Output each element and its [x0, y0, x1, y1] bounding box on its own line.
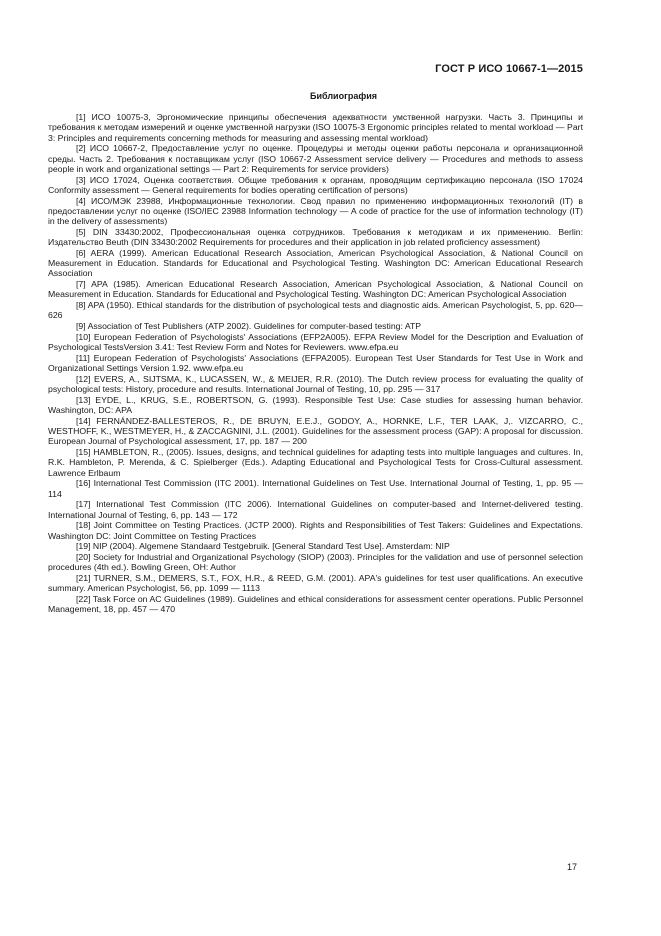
reference-item: [6] AERA (1999). American Educational Research Association, American Psychological Association, & National Council on Measurement in Education. Standards for Educational and Psychological Testing. Washington DC: American Educational Research Association — [48, 247, 583, 279]
document-code: ГОСТ Р ИСО 10667-1—2015 — [435, 63, 583, 75]
reference-item: [5] DIN 33430:2002, Профессиональная оценка сотрудников. Требования к методикам и их применению. Berlin: Издательство Beuth (DIN 33430:2002 Requirements for procedures and their application in job related proficiency assessment) — [48, 226, 583, 248]
reference-item: [16] International Test Commission (ITC 2001). International Guidelines on Test Use. International Journal of Testing, 1, pp. 95 — 114 — [48, 478, 583, 499]
reference-item: [7] APA (1985). American Educational Research Association, American Psychological Association, & National Council on Measurement in Education. Standards for Educational and Psychological Testing. Washington DC: American Psychological Association — [48, 279, 583, 300]
reference-item: [20] Society for Industrial and Organizational Psychology (SIOP) (2003). Principles for the validation and use of personnel selection procedures (4th ed.). Bowling Green, OH: Author — [48, 551, 583, 573]
reference-item: [4] ИСО/МЭК 23988, Информационные технологии. Свод правил по применению информационных технологий (IT) в предоставлении услуг по оценке (ISO/IEC 23988 Information technology — A code of practice for the use of information technology (IT) in the delivery of assessments) — [48, 195, 583, 227]
reference-list — [48, 112, 583, 615]
reference-item: [1] ИСО 10075-3, Эргономические принципы обеспечения адекватности умственной нагрузки. Часть 3. Принципы и требования к методам измерений и оценке умственной нагрузки (ISO 10075-3 Ergonomic principles related to mental workload — Part 3: Principles and requirements concerning methods for measuring and assessing mental workload) — [48, 112, 583, 143]
page-number: 17 — [566, 862, 577, 872]
bibliography-title: Библиография — [310, 91, 377, 101]
reference-item: [3] ИСО 17024, Оценка соответствия. Общие требования к органам, проводящим сертификацию персонала (ISO 17024 Conformity assessment — General requirements for bodies operating certification of persons) — [48, 174, 583, 195]
reference-item: [15] HAMBLETON, R., (2005). Issues, designs, and technical guidelines for adapting tests into multiple languages and cultures. In, R.K. Hambleton, P. Merenda, & C. Spielberger (Eds.). Adapting Educational and Psychological Tests for Cross-Cultural assessment. Lawrence Erlbaum — [48, 446, 583, 478]
reference-item: [8] APA (1950). Ethical standards for the distribution of psychological tests and diagnostic aids. American Psychologist, 5, pp. 620—626 — [48, 300, 583, 321]
reference-item: [22] Task Force on AC Guidelines (1989). Guidelines and ethical considerations for assessment center operations. Public Personnel Management, 18, pp. 457 — 470 — [48, 593, 583, 615]
reference-item: [17] International Test Commission (ITC 2006). International Guidelines on computer-based and Internet-delivered testing. International Journal of Testing, 6, pp. 143 — 172 — [48, 499, 583, 520]
reference-item: [2] ИСО 10667-2, Предоставление услуг по оценке. Процедуры и методы оценки работы персонала и организационной среды. Часть 2. Требования к поставщикам услуг (ISO 10667-2 Assessment service delivery — Procedures and methods to assess people in work and organizational settings — Part 2: Requirements for service providers) — [48, 143, 583, 174]
reference-item: [13] EYDE, L., KRUG, S.E., ROBERTSON, G. (1993). Responsible Test Use: Case studies for assessing human behavior. Washington, DC: APA — [48, 394, 583, 415]
reference-item: [18] Joint Committee on Testing Practices. (JCTP 2000). Rights and Responsibilities of Test Takers: Guidelines and Expectations. Washington DC: Joint Committee on Testing Practices — [48, 520, 583, 541]
reference-item: [21] TURNER, S.M., DEMERS, S.T., FOX, H.R., & REED, G.M. (2001). APA's guidelines for test user qualifications. An executive summary. American Psychologist, 56, pp. 1099 — 1113 — [48, 572, 583, 594]
reference-item: [14] FERNÁNDEZ-BALLESTEROS, R., DE BRUYN, E.E.J., GODOY, A., HORNKE, L.F., TER LAAK, J,. VIZCARRO, C., WESTHOFF, K., WESTMEYER, H., & ZACCAGNINI, J.L. (2001). Guidelines for the assessment process (GAP): A proposal for discussion. European Journal of Psychological assessment, 17, pp. 187 — 200 — [48, 415, 583, 447]
reference-item: [10] European Federation of Psychologists' Associations (EFP2A005). EFPA Review Model for the Description and Evaluation of Psychological TestsVersion 3.41: Test Review Form and Notes for Reviewers. www.efpa.eu — [48, 331, 583, 353]
reference-item: [12] EVERS, A., SIJTSMA, K., LUCASSEN, W., & MEIJER, R.R. (2010). The Dutch review process for evaluating the quality of psychological tests: History, procedure and results. International Journal of Testing, 10, pp. 295 — 317 — [48, 373, 583, 395]
reference-item: [11] European Federation of Psychologists' Associations (EFPA2005). European Test User Standards for Test Use in Work and Organizational Settings Version 1.92. www.efpa.eu — [48, 352, 583, 374]
reference-item: [9] Association of Test Publishers (ATP 2002). Guidelines for computer-based testing: ATP — [76, 321, 422, 332]
reference-item: [19] NIP (2004). Algemene Standaard Testgebruik. [General Standard Test Use]. Amsterdam: NIP — [76, 541, 450, 552]
